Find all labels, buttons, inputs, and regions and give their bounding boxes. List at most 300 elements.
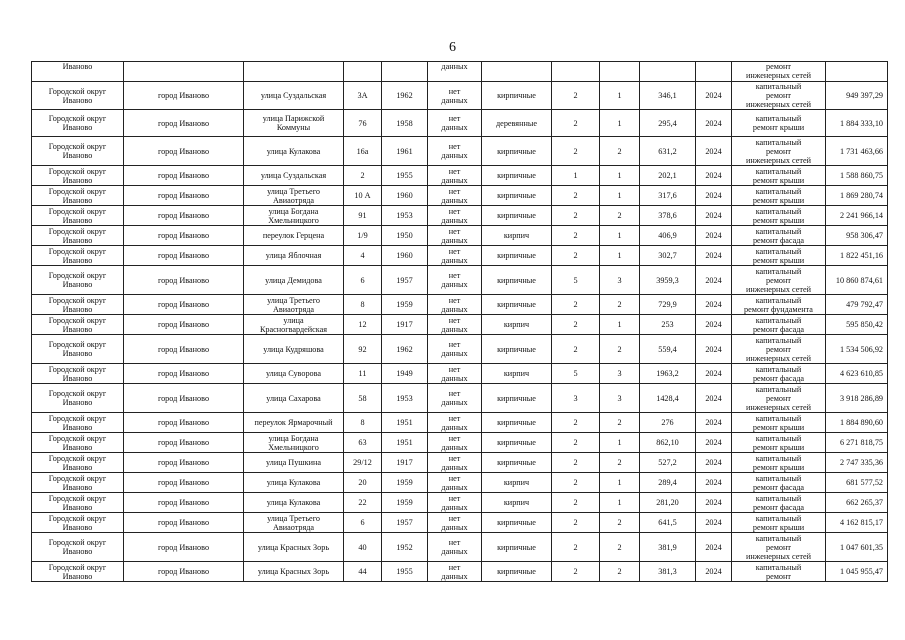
district-cell: Городской округ Иваново [32, 266, 124, 295]
floors-cell: 2 [552, 82, 600, 110]
work-type-cell: капитальный ремонт инженерных сетей [732, 335, 826, 364]
house-number-cell: 58 [344, 384, 382, 413]
material-cell: кирпич [482, 315, 552, 335]
street-cell: улица Кулакова [244, 137, 344, 166]
work-type-cell: капитальный ремонт крыши [732, 186, 826, 206]
district-cell: Городской округ Иваново [32, 206, 124, 226]
street-cell: улица Красногвардейская [244, 315, 344, 335]
cost-cell: 6 271 818,75 [826, 433, 888, 453]
area-cell: 346,1 [640, 82, 696, 110]
entrances-cell: 1 [600, 82, 640, 110]
wall-info-cell: нет данных [428, 335, 482, 364]
table-row [32, 335, 888, 364]
build-year-cell: 1957 [382, 513, 428, 533]
table-row [32, 433, 888, 453]
table-row [32, 166, 888, 186]
city-cell: город Иваново [124, 513, 244, 533]
build-year-cell: 1959 [382, 493, 428, 513]
cost-cell: 1 047 601,35 [826, 533, 888, 562]
entrances-cell: 2 [600, 533, 640, 562]
work-type-cell: капитальный ремонт крыши [732, 246, 826, 266]
district-cell: Городской округ Иваново [32, 226, 124, 246]
material-cell: кирпичные [482, 533, 552, 562]
work-type-cell: капитальный ремонт [732, 562, 826, 582]
build-year-cell: 1957 [382, 266, 428, 295]
district-cell: Городской округ Иваново [32, 413, 124, 433]
street-cell: улица Суздальская [244, 166, 344, 186]
street-cell: улица Третьего Авиаотряда [244, 186, 344, 206]
work-type-cell: капитальный ремонт инженерных сетей [732, 384, 826, 413]
city-cell: город Иваново [124, 533, 244, 562]
area-cell [640, 62, 696, 82]
build-year-cell: 1955 [382, 562, 428, 582]
cost-cell: 949 397,29 [826, 82, 888, 110]
repair-year-cell: 2024 [696, 137, 732, 166]
table-row [32, 186, 888, 206]
repair-year-cell: 2024 [696, 110, 732, 137]
work-type-cell: капитальный ремонт фасада [732, 493, 826, 513]
house-number-cell: 11 [344, 364, 382, 384]
floors-cell: 2 [552, 295, 600, 315]
table-row [32, 82, 888, 110]
repair-year-cell: 2024 [696, 166, 732, 186]
entrances-cell: 1 [600, 110, 640, 137]
street-cell: улица Парижской Коммуны [244, 110, 344, 137]
cost-cell: 4 623 610,85 [826, 364, 888, 384]
wall-info-cell: нет данных [428, 166, 482, 186]
area-cell: 276 [640, 413, 696, 433]
repair-year-cell: 2024 [696, 533, 732, 562]
city-cell: город Иваново [124, 226, 244, 246]
floors-cell: 2 [552, 413, 600, 433]
floors-cell: 2 [552, 246, 600, 266]
material-cell: кирпичные [482, 266, 552, 295]
street-cell: улица Яблочная [244, 246, 344, 266]
entrances-cell: 2 [600, 206, 640, 226]
house-number-cell: 6 [344, 513, 382, 533]
district-cell: Городской округ Иваново [32, 110, 124, 137]
cost-cell: 2 747 335,36 [826, 453, 888, 473]
work-type-cell: ремонт инженерных сетей [732, 62, 826, 82]
work-type-cell: капитальный ремонт крыши [732, 206, 826, 226]
repair-year-cell: 2024 [696, 364, 732, 384]
district-cell: Городской округ Иваново [32, 82, 124, 110]
cost-cell: 1 534 506,92 [826, 335, 888, 364]
house-number-cell: 63 [344, 433, 382, 453]
city-cell: город Иваново [124, 413, 244, 433]
work-type-cell: капитальный ремонт крыши [732, 166, 826, 186]
city-cell [124, 62, 244, 82]
city-cell: город Иваново [124, 433, 244, 453]
housing-repair-table [31, 61, 888, 582]
work-type-cell: капитальный ремонт фасада [732, 226, 826, 246]
house-number-cell: 76 [344, 110, 382, 137]
wall-info-cell: нет данных [428, 473, 482, 493]
street-cell: улица Кудряшова [244, 335, 344, 364]
wall-info-cell: нет данных [428, 433, 482, 453]
work-type-cell: капитальный ремонт фасада [732, 315, 826, 335]
table-row [32, 110, 888, 137]
table-row [32, 562, 888, 582]
build-year-cell: 1951 [382, 413, 428, 433]
material-cell: кирпичные [482, 295, 552, 315]
district-cell: Городской округ Иваново [32, 513, 124, 533]
build-year-cell: 1952 [382, 533, 428, 562]
entrances-cell: 1 [600, 315, 640, 335]
area-cell: 1963,2 [640, 364, 696, 384]
entrances-cell: 1 [600, 246, 640, 266]
city-cell: город Иваново [124, 82, 244, 110]
floors-cell: 2 [552, 473, 600, 493]
build-year-cell: 1950 [382, 226, 428, 246]
floors-cell: 5 [552, 266, 600, 295]
house-number-cell: 4 [344, 246, 382, 266]
cost-cell: 3 918 286,89 [826, 384, 888, 413]
street-cell: улица Третьего Авиаотряда [244, 295, 344, 315]
district-cell: Городской округ Иваново [32, 453, 124, 473]
work-type-cell: капитальный ремонт инженерных сетей [732, 533, 826, 562]
entrances-cell: 2 [600, 137, 640, 166]
floors-cell: 2 [552, 562, 600, 582]
house-number-cell: 6 [344, 266, 382, 295]
cost-cell: 958 306,47 [826, 226, 888, 246]
cost-cell: 4 162 815,17 [826, 513, 888, 533]
district-cell: Городской округ Иваново [32, 384, 124, 413]
house-number-cell: 40 [344, 533, 382, 562]
material-cell: кирпичные [482, 413, 552, 433]
cost-cell: 479 792,47 [826, 295, 888, 315]
wall-info-cell: нет данных [428, 413, 482, 433]
wall-info-cell: нет данных [428, 562, 482, 582]
cost-cell: 1 869 280,74 [826, 186, 888, 206]
floors-cell: 2 [552, 433, 600, 453]
repair-year-cell: 2024 [696, 206, 732, 226]
floors-cell: 2 [552, 186, 600, 206]
wall-info-cell: нет данных [428, 315, 482, 335]
table-row [32, 266, 888, 295]
district-cell: Городской округ Иваново [32, 533, 124, 562]
table-row [32, 413, 888, 433]
house-number-cell: 8 [344, 413, 382, 433]
wall-info-cell: данных [428, 62, 482, 82]
repair-year-cell: 2024 [696, 246, 732, 266]
district-cell: Городской округ Иваново [32, 335, 124, 364]
table-row [32, 513, 888, 533]
work-type-cell: капитальный ремонт крыши [732, 110, 826, 137]
build-year-cell: 1960 [382, 246, 428, 266]
district-cell: Городской округ Иваново [32, 315, 124, 335]
build-year-cell: 1960 [382, 186, 428, 206]
house-number-cell: 91 [344, 206, 382, 226]
entrances-cell: 1 [600, 186, 640, 206]
wall-info-cell: нет данных [428, 246, 482, 266]
house-number-cell: 12 [344, 315, 382, 335]
district-cell: Городской округ Иваново [32, 137, 124, 166]
table-row [32, 384, 888, 413]
wall-info-cell: нет данных [428, 137, 482, 166]
house-number-cell: 1/9 [344, 226, 382, 246]
city-cell: город Иваново [124, 453, 244, 473]
entrances-cell: 3 [600, 364, 640, 384]
house-number-cell [344, 62, 382, 82]
material-cell: кирпичные [482, 82, 552, 110]
district-cell: Городской округ Иваново [32, 295, 124, 315]
city-cell: город Иваново [124, 473, 244, 493]
street-cell: улица Суздальская [244, 82, 344, 110]
area-cell: 302,7 [640, 246, 696, 266]
area-cell: 406,9 [640, 226, 696, 246]
repair-year-cell: 2024 [696, 413, 732, 433]
repair-year-cell: 2024 [696, 384, 732, 413]
material-cell: кирпичные [482, 335, 552, 364]
cost-cell: 2 241 966,14 [826, 206, 888, 226]
work-type-cell: капитальный ремонт крыши [732, 513, 826, 533]
material-cell: кирпичные [482, 513, 552, 533]
city-cell: город Иваново [124, 110, 244, 137]
street-cell: улица Кулакова [244, 473, 344, 493]
build-year-cell: 1958 [382, 110, 428, 137]
material-cell: кирпичные [482, 384, 552, 413]
floors-cell: 2 [552, 315, 600, 335]
work-type-cell: капитальный ремонт фундамента [732, 295, 826, 315]
district-cell: Городской округ Иваново [32, 186, 124, 206]
wall-info-cell: нет данных [428, 82, 482, 110]
area-cell: 1428,4 [640, 384, 696, 413]
build-year-cell: 1962 [382, 335, 428, 364]
entrances-cell: 2 [600, 562, 640, 582]
house-number-cell: 20 [344, 473, 382, 493]
street-cell: улица Суворова [244, 364, 344, 384]
material-cell: кирпичные [482, 562, 552, 582]
repair-year-cell: 2024 [696, 82, 732, 110]
build-year-cell: 1959 [382, 295, 428, 315]
build-year-cell [382, 62, 428, 82]
build-year-cell: 1953 [382, 384, 428, 413]
build-year-cell: 1962 [382, 82, 428, 110]
floors-cell: 2 [552, 493, 600, 513]
city-cell: город Иваново [124, 186, 244, 206]
house-number-cell: 22 [344, 493, 382, 513]
material-cell: кирпич [482, 364, 552, 384]
build-year-cell: 1953 [382, 206, 428, 226]
floors-cell: 1 [552, 166, 600, 186]
floors-cell: 2 [552, 110, 600, 137]
street-cell [244, 62, 344, 82]
work-type-cell: капитальный ремонт инженерных сетей [732, 82, 826, 110]
material-cell: кирпичные [482, 137, 552, 166]
table-row [32, 206, 888, 226]
wall-info-cell: нет данных [428, 493, 482, 513]
street-cell: улица Богдана Хмельницкого [244, 433, 344, 453]
floors-cell: 2 [552, 206, 600, 226]
area-cell: 253 [640, 315, 696, 335]
city-cell: город Иваново [124, 137, 244, 166]
area-cell: 381,3 [640, 562, 696, 582]
work-type-cell: капитальный ремонт крыши [732, 413, 826, 433]
district-cell: Городской округ Иваново [32, 433, 124, 453]
table-row [32, 246, 888, 266]
table-row [32, 493, 888, 513]
area-cell: 378,6 [640, 206, 696, 226]
material-cell: кирпичные [482, 186, 552, 206]
floors-cell: 2 [552, 335, 600, 364]
repair-year-cell: 2024 [696, 186, 732, 206]
work-type-cell: капитальный ремонт фасада [732, 364, 826, 384]
build-year-cell: 1917 [382, 315, 428, 335]
floors-cell: 2 [552, 453, 600, 473]
wall-info-cell: нет данных [428, 513, 482, 533]
wall-info-cell: нет данных [428, 206, 482, 226]
material-cell: кирпич [482, 226, 552, 246]
table-row [32, 226, 888, 246]
cost-cell: 1 884 333,10 [826, 110, 888, 137]
district-cell: Городской округ Иваново [32, 364, 124, 384]
work-type-cell: капитальный ремонт фасада [732, 473, 826, 493]
area-cell: 729,9 [640, 295, 696, 315]
wall-info-cell: нет данных [428, 453, 482, 473]
cost-cell: 10 860 874,61 [826, 266, 888, 295]
street-cell: улица Пушкина [244, 453, 344, 473]
repair-year-cell: 2024 [696, 473, 732, 493]
repair-year-cell: 2024 [696, 266, 732, 295]
cost-cell [826, 62, 888, 82]
build-year-cell: 1949 [382, 364, 428, 384]
wall-info-cell: нет данных [428, 295, 482, 315]
entrances-cell: 3 [600, 384, 640, 413]
entrances-cell: 1 [600, 166, 640, 186]
repair-year-cell: 2024 [696, 513, 732, 533]
city-cell: город Иваново [124, 384, 244, 413]
house-number-cell: 2 [344, 166, 382, 186]
house-number-cell: 8 [344, 295, 382, 315]
table-body [32, 62, 888, 582]
area-cell: 641,5 [640, 513, 696, 533]
area-cell: 281,20 [640, 493, 696, 513]
street-cell: улица Кулакова [244, 493, 344, 513]
build-year-cell: 1959 [382, 473, 428, 493]
house-number-cell: 92 [344, 335, 382, 364]
cost-cell: 1 822 451,16 [826, 246, 888, 266]
entrances-cell: 1 [600, 493, 640, 513]
floors-cell: 2 [552, 137, 600, 166]
entrances-cell: 2 [600, 513, 640, 533]
repair-year-cell: 2024 [696, 453, 732, 473]
repair-year-cell [696, 62, 732, 82]
repair-year-cell: 2024 [696, 226, 732, 246]
street-cell: улица Сахарова [244, 384, 344, 413]
material-cell: кирпич [482, 473, 552, 493]
repair-year-cell: 2024 [696, 433, 732, 453]
district-cell: Городской округ Иваново [32, 493, 124, 513]
material-cell: кирпичные [482, 206, 552, 226]
floors-cell: 2 [552, 513, 600, 533]
street-cell: улица Красных Зорь [244, 562, 344, 582]
table-row [32, 473, 888, 493]
cost-cell: 662 265,37 [826, 493, 888, 513]
city-cell: город Иваново [124, 364, 244, 384]
work-type-cell: капитальный ремонт крыши [732, 433, 826, 453]
house-number-cell: 10 А [344, 186, 382, 206]
street-cell: улица Красных Зорь [244, 533, 344, 562]
repair-year-cell: 2024 [696, 335, 732, 364]
wall-info-cell: нет данных [428, 186, 482, 206]
table-row [32, 137, 888, 166]
material-cell: деревянные [482, 110, 552, 137]
work-type-cell: капитальный ремонт инженерных сетей [732, 137, 826, 166]
floors-cell: 5 [552, 364, 600, 384]
city-cell: город Иваново [124, 266, 244, 295]
table-row [32, 533, 888, 562]
floors-cell: 3 [552, 384, 600, 413]
repair-year-cell: 2024 [696, 315, 732, 335]
street-cell: улица Богдана Хмельницкого [244, 206, 344, 226]
floors-cell: 2 [552, 226, 600, 246]
table-row [32, 62, 888, 82]
house-number-cell: 3А [344, 82, 382, 110]
page-number: 6 [449, 40, 456, 55]
district-cell: Иваново [32, 62, 124, 82]
build-year-cell: 1961 [382, 137, 428, 166]
street-cell: переулок Герцена [244, 226, 344, 246]
entrances-cell: 1 [600, 433, 640, 453]
city-cell: город Иваново [124, 335, 244, 364]
street-cell: переулок Ярмарочный [244, 413, 344, 433]
city-cell: город Иваново [124, 493, 244, 513]
table-row [32, 315, 888, 335]
area-cell: 631,2 [640, 137, 696, 166]
entrances-cell: 2 [600, 295, 640, 315]
floors-cell [552, 62, 600, 82]
table-row [32, 453, 888, 473]
street-cell: улица Демидова [244, 266, 344, 295]
house-number-cell: 44 [344, 562, 382, 582]
city-cell: город Иваново [124, 246, 244, 266]
build-year-cell: 1955 [382, 166, 428, 186]
table-row [32, 295, 888, 315]
area-cell: 381,9 [640, 533, 696, 562]
entrances-cell: 1 [600, 226, 640, 246]
wall-info-cell: нет данных [428, 266, 482, 295]
area-cell: 289,4 [640, 473, 696, 493]
cost-cell: 1 884 890,60 [826, 413, 888, 433]
house-number-cell: 16а [344, 137, 382, 166]
area-cell: 527,2 [640, 453, 696, 473]
material-cell: кирпичные [482, 166, 552, 186]
cost-cell: 1 588 860,75 [826, 166, 888, 186]
district-cell: Городской округ Иваново [32, 473, 124, 493]
repair-year-cell: 2024 [696, 562, 732, 582]
cost-cell: 595 850,42 [826, 315, 888, 335]
wall-info-cell: нет данных [428, 533, 482, 562]
wall-info-cell: нет данных [428, 384, 482, 413]
repair-year-cell: 2024 [696, 493, 732, 513]
cost-cell: 1 045 955,47 [826, 562, 888, 582]
house-number-cell: 29/12 [344, 453, 382, 473]
area-cell: 862,10 [640, 433, 696, 453]
table-row [32, 364, 888, 384]
area-cell: 295,4 [640, 110, 696, 137]
work-type-cell: капитальный ремонт инженерных сетей [732, 266, 826, 295]
district-cell: Городской округ Иваново [32, 166, 124, 186]
wall-info-cell: нет данных [428, 110, 482, 137]
street-cell: улица Третьего Авиаотряда [244, 513, 344, 533]
entrances-cell [600, 62, 640, 82]
city-cell: город Иваново [124, 562, 244, 582]
wall-info-cell: нет данных [428, 226, 482, 246]
material-cell: кирпич [482, 493, 552, 513]
material-cell: кирпичные [482, 453, 552, 473]
work-type-cell: капитальный ремонт крыши [732, 453, 826, 473]
